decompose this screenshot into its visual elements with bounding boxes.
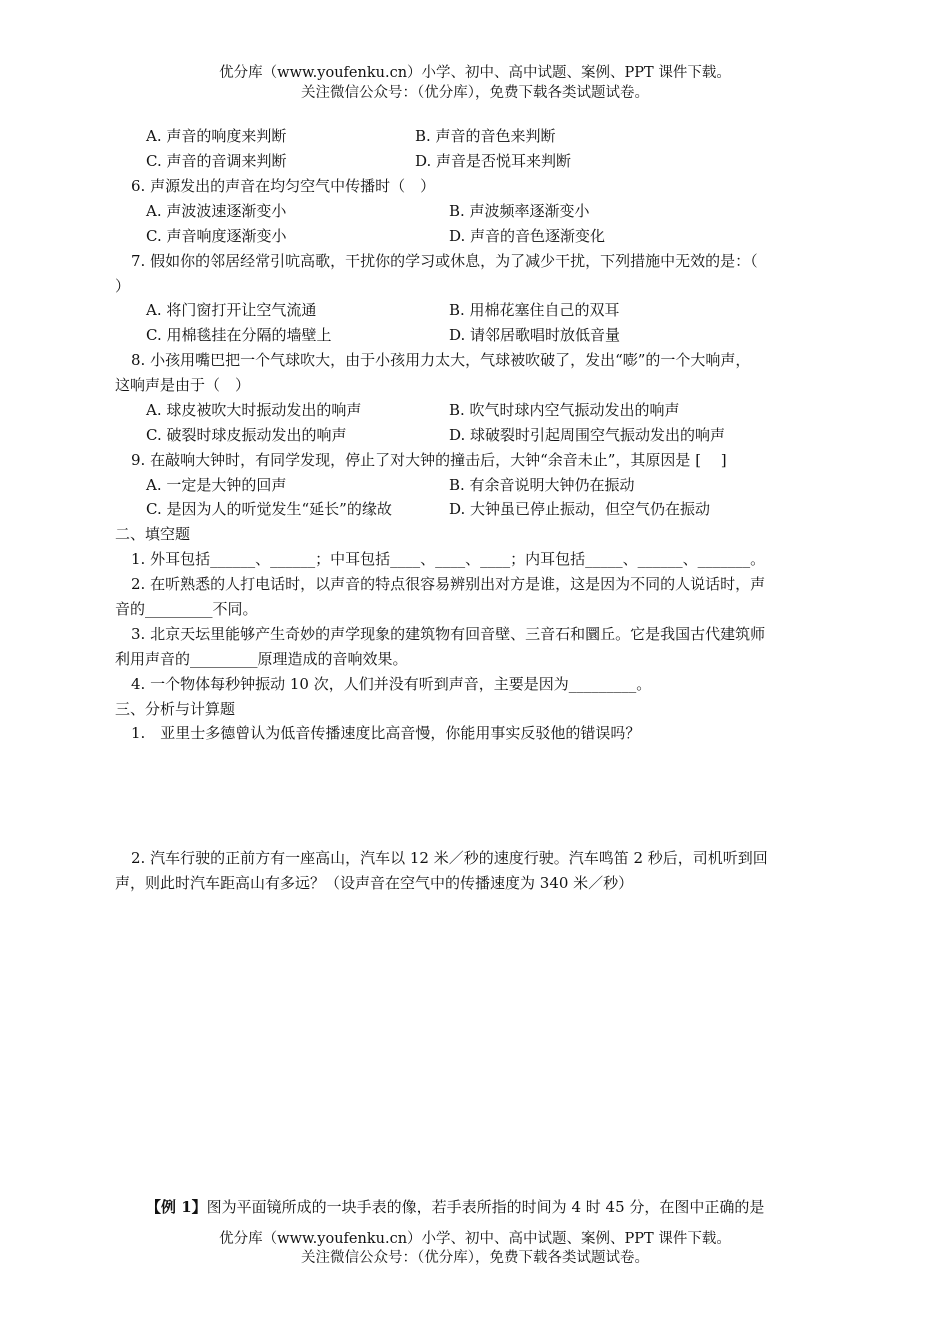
q6-option-a: A. 声波波速逐渐变小 [146,202,287,220]
q7-option-b: B. 用棉花塞住自己的双耳 [449,301,620,319]
q6-option-d: D. 声音的音色逐渐变化 [449,227,606,245]
section-2-title: 二、填空题 [115,525,191,543]
q8-option-a: A. 球皮被吹大时振动发出的响声 [146,401,362,419]
header-line-2: 关注微信公众号：（优分库），免费下载各类试题试卷。 [301,85,649,101]
q6-option-c: C. 声音响度逐渐变小 [146,227,287,245]
footer-line-1: 优分库（www.youfenku.cn）小学、初中、高中试题、案例、PPT 课件下载。 [219,1231,731,1247]
q5-option-a: A. 声音的响度来判断 [146,127,287,145]
calc-question-1: 1. 亚里士多德曾认为低音传播速度比高音慢，你能用事实反驳他的错误吗？ [131,724,641,742]
q8-option-d: D. 球破裂时引起周围空气振动发出的响声 [449,426,726,444]
example-1-label: 【例 1】 [146,1198,207,1216]
q7-stem-line2: ） [115,277,131,295]
fill-question-1: 1. 外耳包括______、______；中耳包括____、____、____；内耳包括_____、______、_______。 [131,550,766,568]
example-1-text: 图为平面镜所成的一块手表的像，若手表所指的时间为 4 时 45 分，在图中正确的是 [206,1198,765,1216]
footer-line-2: 关注微信公众号：（优分库），免费下载各类试题试卷。 [301,1250,649,1266]
q9-option-c: C. 是因为人的听觉发生“延长”的缘故 [146,500,392,518]
fill-question-4: 4. 一个物体每秒钟振动 10 次，人们并没有听到声音，主要是因为_________。 [131,675,652,693]
calc-question-2-line1: 2. 汽车行驶的正前方有一座高山，汽车以 12 米／秒的速度行驶。汽车鸣笛 2 秒后，司机听到回 [131,849,768,867]
q9-option-d: D. 大钟虽已停止振动，但空气仍在振动 [449,500,711,518]
q7-option-c: C. 用棉毯挂在分隔的墙壁上 [146,326,332,344]
fill-question-2-line1: 2. 在听熟悉的人打电话时，以声音的特点很容易辨别出对方是谁，这是因为不同的人说话时，声 [131,575,766,593]
q5-option-c: C. 声音的音调来判断 [146,152,287,170]
q8-stem-line1: 8. 小孩用嘴巴把一个气球吹大，由于小孩用力太大，气球被吹破了，发出“嘭”的一个大响声， [131,351,751,369]
q7-option-a: A. 将门窗打开让空气流通 [146,301,317,319]
example-1 [146,1197,764,1217]
q5-option-b: B. 声音的音色来判断 [415,127,556,145]
q9-option-a: A. 一定是大钟的回声 [146,476,287,494]
calc-question-2-line2: 声，则此时汽车距高山有多远？（设声音在空气中的传播速度为 340 米／秒） [115,874,634,892]
q8-option-c: C. 破裂时球皮振动发出的响声 [146,426,347,444]
fill-question-3-line1: 3. 北京天坛里能够产生奇妙的声学现象的建筑物有回音壁、三音石和圜丘。它是我国古代建筑师 [131,625,766,643]
q7-stem-line1: 7. 假如你的邻居经常引吭高歌，干扰你的学习或休息，为了减少干扰，下列措施中无效的是：（ [131,252,758,270]
q7-option-d: D. 请邻居歌唱时放低音量 [449,326,621,344]
fill-question-3-line2: 利用声音的_________原理造成的音响效果。 [115,650,408,668]
q9-option-b: B. 有余音说明大钟仍在振动 [449,476,635,494]
q6-option-b: B. 声波频率逐渐变小 [449,202,590,220]
q6-stem: 6. 声源发出的声音在均匀空气中传播时（ ） [131,177,436,195]
q9-stem: 9. 在敲响大钟时，有同学发现，停止了对大钟的撞击后，大钟“余音未止”，其原因是 [ ] [131,451,727,469]
q8-stem-line2: 这响声是由于（ ） [115,376,251,394]
q5-option-d: D. 声音是否悦耳来判断 [415,152,572,170]
q8-option-b: B. 吹气时球内空气振动发出的响声 [449,401,680,419]
header-line-1: 优分库（www.youfenku.cn）小学、初中、高中试题、案例、PPT 课件下载。 [219,65,731,81]
fill-question-2-line2: 音的_________不同。 [115,600,258,618]
section-3-title: 三、分析与计算题 [115,700,236,718]
